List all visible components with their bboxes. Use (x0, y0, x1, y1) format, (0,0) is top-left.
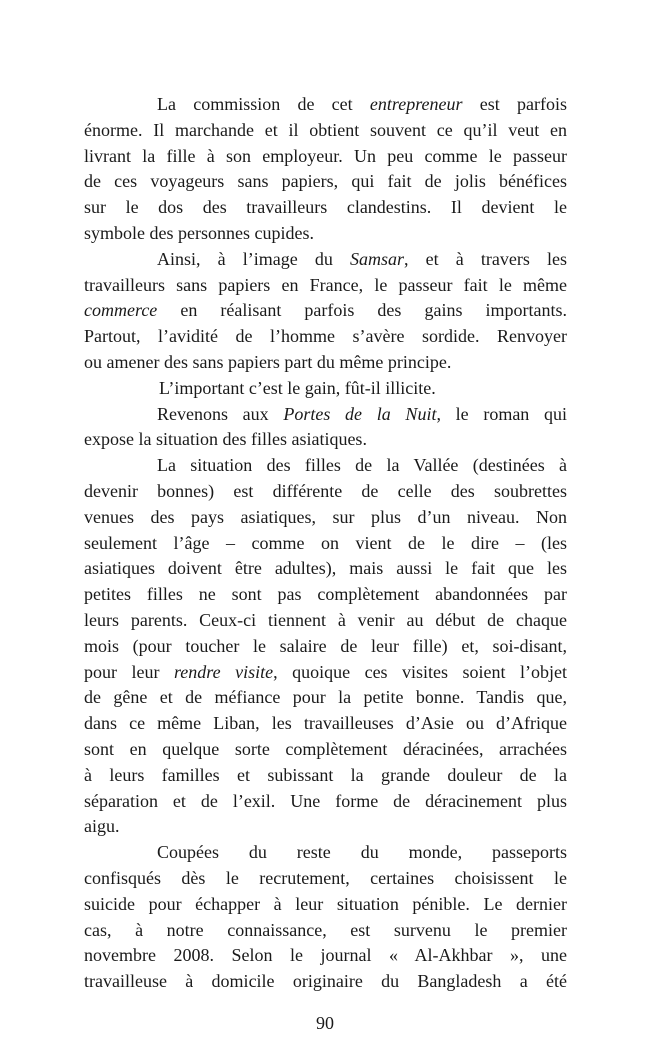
text-segment: Partout, l’avidité de l’homme s’avère sordide. Renvoyer (84, 326, 567, 347)
text-line (84, 556, 567, 582)
text-line (84, 376, 567, 402)
text-segment: de ces voyageurs sans papiers, qui fait de jolis bénéfices (84, 171, 567, 192)
text-segment: livrant la fille à son employeur. Un peu comme le passeur (84, 145, 567, 166)
text-line (84, 505, 567, 531)
italic-text: commerce (84, 300, 158, 321)
italic-text: Samsar (350, 248, 405, 269)
page-body (84, 0, 567, 995)
text-line (84, 92, 567, 118)
text-segment: dans ce même Liban, les travailleuses d’Asie ou d’Afrique (84, 713, 567, 734)
paragraph (84, 92, 567, 247)
text-segment: , quoique ces visites soient l’objet (273, 661, 568, 682)
text-segment: La commission de cet (157, 94, 370, 114)
text-line (84, 221, 567, 247)
text-line (84, 350, 567, 376)
text-line (84, 324, 567, 350)
paragraph (84, 247, 567, 376)
text-line (84, 866, 567, 892)
text-segment: L’important c’est le gain, fût-il illicite. (159, 377, 436, 398)
text-line (84, 789, 567, 815)
text-segment: devenir bonnes) est différente de celle des soubrettes (84, 480, 567, 501)
page-number: 90 (316, 1012, 334, 1033)
text-segment: venues des pays asiatiques, sur plus d’un niveau. Non (84, 506, 567, 527)
paragraph (84, 840, 567, 995)
text-segment: mois (pour toucher le salaire de leur fille) et, soi-disant, (84, 635, 567, 656)
text-segment: sur le dos des travailleurs clandestins. Il devient le (84, 197, 567, 218)
text-segment: La situation des filles de la Vallée (destinées à (157, 455, 567, 476)
text-line (84, 402, 567, 428)
text-line (84, 582, 567, 608)
text-segment: , le roman qui (436, 403, 568, 424)
text-segment: travailleurs sans papiers en France, le passeur fait le même (84, 274, 567, 295)
text-line (84, 840, 567, 866)
text-segment: Coupées du reste du monde, passeports (157, 842, 567, 863)
text-line (84, 195, 567, 221)
text-segment: Ainsi, à l’image du (157, 248, 350, 269)
text-line (84, 660, 567, 686)
text-line (84, 763, 567, 789)
text-segment: séparation et de l’exil. Une forme de déracinement plus (84, 790, 567, 811)
paragraph (84, 402, 567, 454)
paragraph (84, 453, 567, 840)
text-line (84, 969, 567, 995)
text-segment: sont en quelque sorte complètement déracinées, arrachées (84, 738, 567, 759)
text-segment: à leurs familles et subissant la grande douleur de la (84, 764, 567, 785)
text-segment: seulement l’âge – comme on vient de le dire – (les (84, 532, 567, 553)
text-segment: asiatiques doivent être adultes), mais aussi le fait que les (84, 558, 567, 579)
text-segment: confisqués dès le recrutement, certaines choisissent le (84, 867, 567, 888)
paragraph (84, 376, 567, 402)
text-segment: est parfois (462, 94, 567, 114)
text-line (84, 247, 567, 273)
text-line (84, 737, 567, 763)
text-segment: cas, à notre connaissance, est survenu le premier (84, 919, 567, 940)
text-segment: ou amener des sans papiers part du même principe. (84, 351, 452, 372)
text-line (84, 118, 567, 144)
text-line (84, 918, 567, 944)
text-line (84, 298, 567, 324)
italic-text: Portes de la Nuit (283, 403, 437, 424)
text-line (84, 608, 567, 634)
text-line (84, 169, 567, 195)
text-segment: Revenons aux (157, 403, 284, 424)
text-segment: énorme. Il marchande et il obtient souvent ce qu’il veut en (84, 119, 567, 140)
text-line (84, 943, 567, 969)
text-segment: pour leur (84, 661, 174, 682)
text-line (84, 814, 567, 840)
text-line (84, 479, 567, 505)
text-line (84, 144, 567, 170)
text-line (84, 531, 567, 557)
italic-text: rendre visite (173, 661, 274, 682)
text-line (84, 273, 567, 299)
text-line (84, 892, 567, 918)
text-segment: suicide pour échapper à leur situation pénible. Le dernier (84, 893, 567, 914)
text-line (84, 685, 567, 711)
text-line (84, 634, 567, 660)
text-segment: leurs parents. Ceux-ci tiennent à venir au début de chaque (84, 609, 567, 630)
text-segment: petites filles ne sont pas complètement abandonnées par (84, 584, 567, 605)
text-segment: expose la situation des filles asiatiques. (84, 429, 367, 450)
text-segment: novembre 2008. Selon le journal « Al-Akhbar », une (84, 945, 567, 966)
italic-text: entrepreneur (369, 94, 463, 114)
text-segment: aigu. (84, 816, 120, 837)
text-line (84, 427, 567, 453)
text-segment: de gêne et de méfiance pour la petite bonne. Tandis que, (84, 687, 567, 708)
text-segment: en réalisant parfois des gains importants. (157, 300, 567, 321)
text-line (84, 711, 567, 737)
text-line (84, 453, 567, 479)
text-segment: travailleuse à domicile originaire du Bangladesh a été (84, 971, 567, 992)
text-segment: , et à travers les (404, 248, 567, 269)
text-segment: symbole des personnes cupides. (84, 222, 314, 243)
